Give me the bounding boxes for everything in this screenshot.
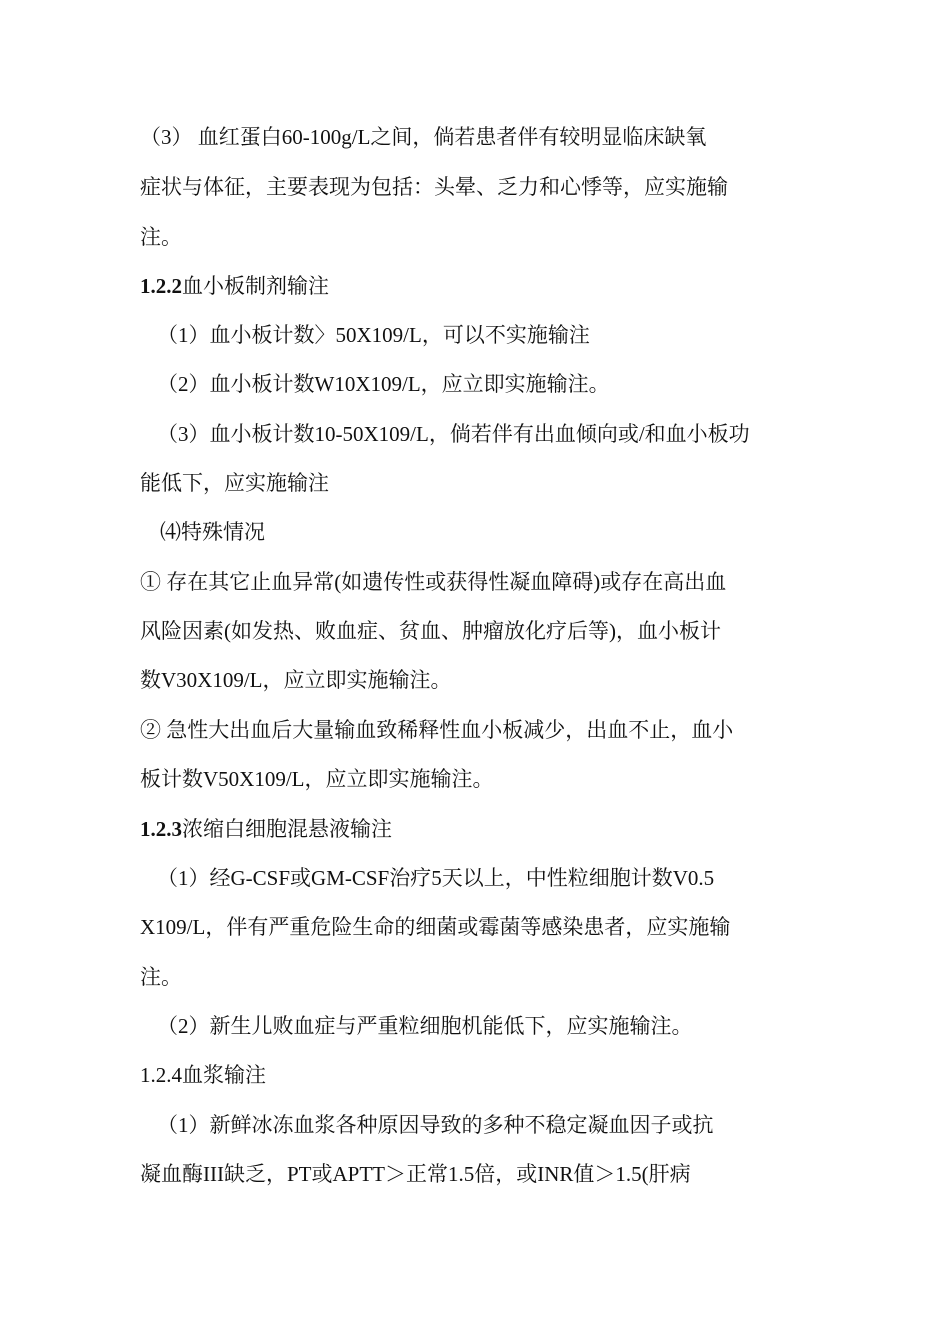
paragraph-line: 数V30X109/L，应立即实施输注。 [140, 668, 452, 692]
paragraph-line: ① 存在其它止血异常(如遗传性或获得性凝血障碍)或存在高出血 [140, 570, 727, 594]
section-number: 1.2.2 [140, 274, 182, 298]
paragraph-line: （2）新生儿败血症与严重粒细胞机能低下，应实施输注。 [157, 1014, 693, 1038]
paragraph-line: （3）血小板计数10-50X109/L，倘若伴有出血倾向或/和血小板功 [157, 422, 750, 446]
section-heading-1-2-4: 1.2.4血浆输注 [140, 1063, 266, 1087]
paragraph-line: ⑷特殊情况 [160, 520, 265, 544]
paragraph-line: ② 急性大出血后大量输血致稀释性血小板减少，出血不止，血小 [140, 718, 734, 742]
section-title: 血小板制剂输注 [182, 274, 329, 298]
paragraph-line: （1）经G-CSF或GM-CSF治疗5天以上，中性粒细胞计数V0.5 [157, 866, 715, 890]
section-heading-1-2-3 [140, 815, 392, 843]
paragraph-line: （2）血小板计数W10X109/L，应立即实施输注。 [157, 372, 610, 396]
paragraph-line: X109/L，伴有严重危险生命的细菌或霉菌等感染患者，应实施输 [140, 915, 731, 939]
section-title: 浓缩白细胞混悬液输注 [182, 817, 392, 841]
paragraph-line: （1）新鲜冰冻血浆各种原因导致的多种不稳定凝血因子或抗 [157, 1113, 714, 1137]
section-number: 1.2.3 [140, 817, 182, 841]
paragraph-line: 注。 [140, 965, 182, 989]
section-heading-1-2-2 [140, 272, 329, 300]
paragraph-line: 风险因素(如发热、败血症、贫血、肿瘤放化疗后等)，血小板计 [140, 619, 721, 643]
paragraph-line: （1）血小板计数〉50X109/L，可以不实施输注 [157, 323, 590, 347]
paragraph-line: （3） 血红蛋白60-100g/L之间，倘若患者伴有较明显临床缺氧 [140, 125, 707, 149]
paragraph-line: 注。 [140, 225, 182, 249]
paragraph-line: 症状与体征，主要表现为包括：头晕、乏力和心悸等，应实施输 [140, 175, 728, 199]
paragraph-line: 板计数V50X109/L，应立即实施输注。 [140, 767, 494, 791]
paragraph-line: 凝血酶III缺乏，PT或APTT＞正常1.5倍，或INR值＞1.5(肝病 [140, 1162, 691, 1186]
paragraph-line: 能低下，应实施输注 [140, 471, 329, 495]
